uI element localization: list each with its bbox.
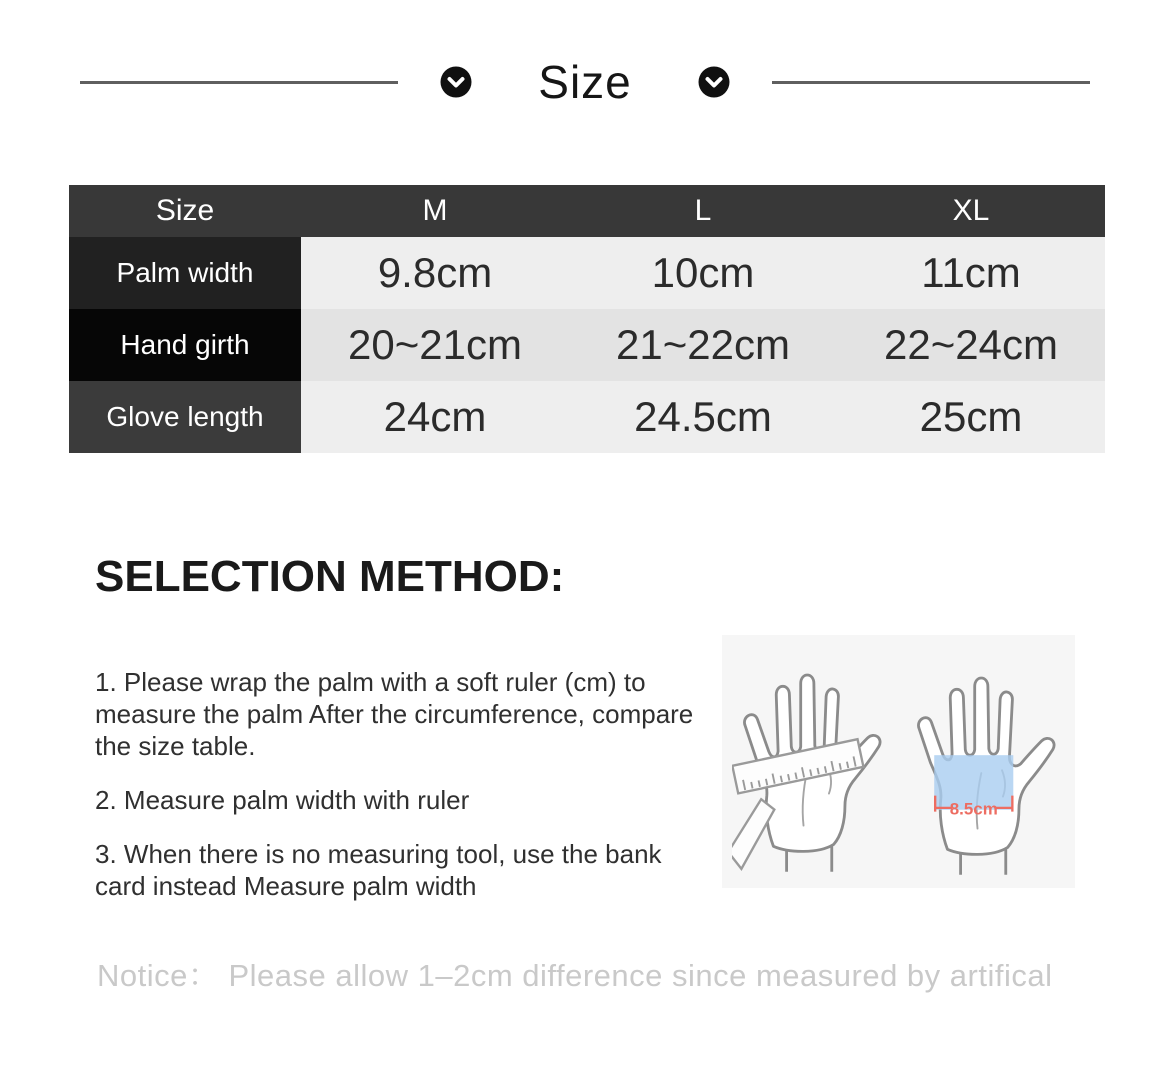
palm-width-measurement-label: 8.5cm — [949, 799, 998, 819]
divider-line-right — [772, 81, 1090, 84]
size-table — [69, 185, 1105, 453]
table-cell-glove-length-m: 24cm — [301, 381, 569, 453]
selection-method-steps — [95, 666, 710, 924]
chevron-down-circle-icon — [440, 66, 472, 98]
notice-text: Notice： Please allow 1–2cm difference since measured by artifical — [97, 958, 1053, 993]
table-cell-hand-girth-m: 20~21cm — [301, 309, 569, 381]
table-header-m: M — [301, 185, 569, 237]
row-label-glove-length: Glove length — [69, 381, 301, 453]
hand-with-ruler-illustration — [732, 652, 892, 874]
table-cell-palm-width-l: 10cm — [569, 237, 837, 309]
size-section-header — [0, 56, 1170, 108]
table-cell-palm-width-xl: 11cm — [837, 237, 1105, 309]
step-2: 2. Measure palm width with ruler — [95, 785, 470, 815]
measurement-illustration-panel — [722, 635, 1075, 888]
step-3: 3. When there is no measuring tool, use the bank card instead Measure palm width — [95, 839, 662, 901]
selection-method-heading: SELECTION METHOD: — [95, 552, 565, 601]
chevron-down-circle-icon — [698, 66, 730, 98]
table-header-xl: XL — [837, 185, 1105, 237]
table-cell-glove-length-xl: 25cm — [837, 381, 1105, 453]
row-label-hand-girth: Hand girth — [69, 309, 301, 381]
table-header-l: L — [569, 185, 837, 237]
ruler-strap — [732, 799, 774, 869]
table-cell-glove-length-l: 24.5cm — [569, 381, 837, 453]
table-cell-hand-girth-l: 21~22cm — [569, 309, 837, 381]
table-header-size: Size — [69, 185, 301, 237]
table-cell-palm-width-m: 9.8cm — [301, 237, 569, 309]
row-label-palm-width: Palm width — [69, 237, 301, 309]
divider-line-left — [80, 81, 398, 84]
hand-with-width-highlight-illustration — [906, 655, 1066, 877]
step-1: 1. Please wrap the palm with a soft ruler (cm) to measure the palm After the circumference, compare the size table. — [95, 667, 694, 761]
page-title: Size — [538, 56, 632, 108]
table-cell-hand-girth-xl: 22~24cm — [837, 309, 1105, 381]
